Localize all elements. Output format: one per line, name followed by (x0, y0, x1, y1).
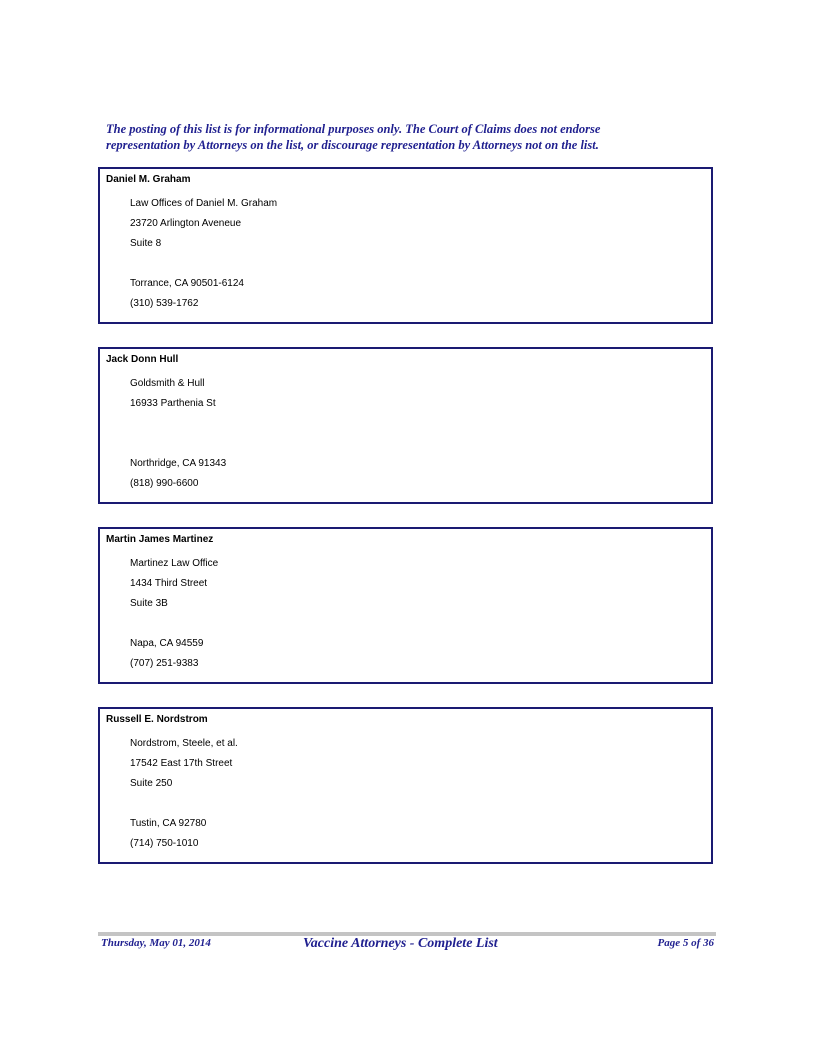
city-state-zip: Torrance, CA 90501-6124 (130, 278, 244, 289)
city-state-zip: Napa, CA 94559 (130, 638, 204, 649)
address-line-2: Suite 3B (130, 598, 168, 609)
address-line-2: Suite 250 (130, 778, 173, 789)
attorney-name: Martin James Martinez (106, 534, 214, 545)
attorney-name: Russell E. Nordstrom (106, 714, 208, 725)
address-line-1: 1434 Third Street (130, 578, 208, 589)
attorney-card (98, 707, 713, 864)
disclaimer-line: representation by Attorneys on the list, or discourage representation by Attorneys not on the list. (106, 138, 599, 152)
city-state-zip: Northridge, CA 91343 (130, 458, 227, 469)
address-line-1: 16933 Parthenia St (130, 398, 216, 409)
phone-number: (707) 251-9383 (130, 658, 199, 669)
disclaimer (106, 121, 746, 153)
page-number: Page 5 of 36 (657, 937, 714, 949)
attorney-card (98, 167, 713, 324)
footer-title: Vaccine Attorneys - Complete List (303, 936, 498, 951)
city-state-zip: Tustin, CA 92780 (130, 818, 207, 829)
phone-number: (818) 990-6600 (130, 478, 199, 489)
attorney-card (98, 347, 713, 504)
address-line-2: Suite 8 (130, 238, 162, 249)
phone-number: (310) 539-1762 (130, 298, 199, 309)
firm-name: Goldsmith & Hull (130, 378, 205, 389)
firm-name: Law Offices of Daniel M. Graham (130, 198, 278, 209)
address-line-1: 23720 Arlington Aveneue (130, 218, 242, 229)
attorney-card (98, 527, 713, 684)
attorney-name: Jack Donn Hull (106, 354, 179, 365)
attorney-name: Daniel M. Graham (106, 174, 191, 185)
disclaimer-line: The posting of this list is for informational purposes only. The Court of Claims does not endorse (106, 122, 601, 136)
footer-date: Thursday, May 01, 2014 (101, 937, 211, 949)
phone-number: (714) 750-1010 (130, 838, 199, 849)
firm-name: Nordstrom, Steele, et al. (130, 738, 238, 749)
firm-name: Martinez Law Office (130, 558, 219, 569)
address-line-1: 17542 East 17th Street (130, 758, 233, 769)
